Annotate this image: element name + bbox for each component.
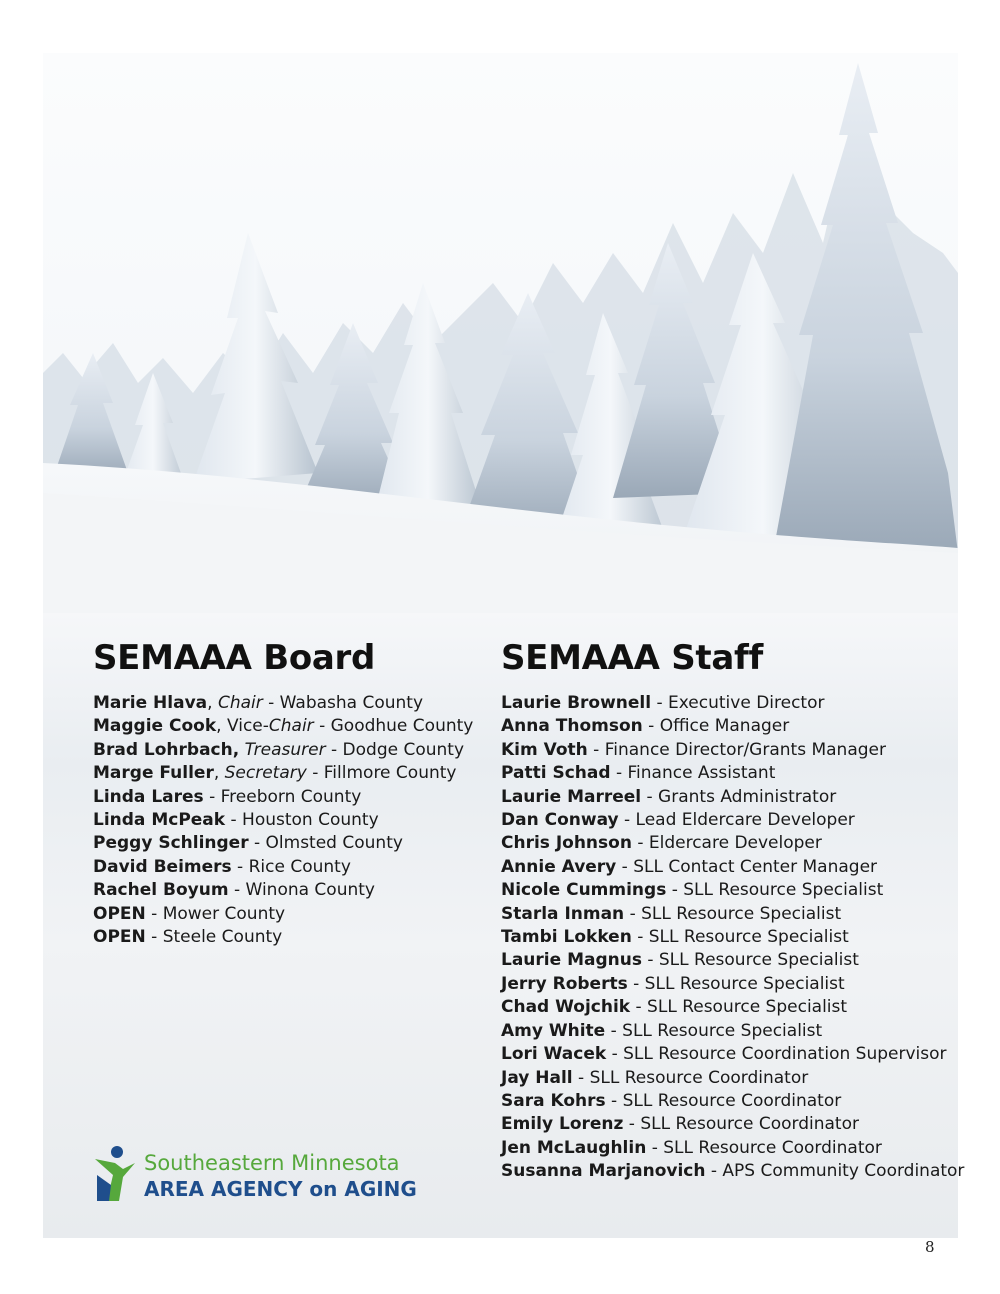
staff-member-item [501,1067,964,1090]
member-county: - Steele County [145,927,283,948]
member-name: Laurie Magnus [501,950,642,971]
member-role: Treasurer [244,739,326,760]
board-member-item [93,715,473,738]
member-name: Jen McLaughlin [501,1137,647,1158]
staff-title: SEMAAA Staff [501,638,763,678]
member-county: - Dodge County [325,739,465,760]
board-member-item [93,739,473,762]
member-separator: , [207,693,218,713]
staff-member-item [501,1043,964,1066]
member-county: - Wabasha County [262,693,424,713]
member-county: - Rice County [231,856,351,877]
member-name: Dan Conway [501,810,619,831]
member-name: Tambi Lokken [501,927,632,948]
member-title: - SLL Resource Specialist [627,973,845,994]
member-county: - Houston County [225,810,379,831]
staff-member-item [501,856,964,879]
agency-logo [93,1145,453,1205]
member-name: Amy White [501,1020,606,1041]
board-member-item [93,762,473,785]
member-county: - Olmsted County [248,833,403,854]
member-name: OPEN [93,927,146,948]
member-county: - Fillmore County [306,763,457,784]
member-name: Anna Thomson [501,716,643,737]
member-title: - SLL Resource Coordinator [646,1137,882,1158]
staff-member-item [501,903,964,926]
staff-member-item [501,1090,964,1113]
member-name: Linda Lares [93,786,204,807]
member-name: Linda McPeak [93,810,226,831]
staff-member-list [501,692,964,1184]
member-separator: , Vice- [216,716,269,737]
member-name: Lori Wacek [501,1044,607,1065]
staff-member-item [501,692,964,715]
member-title: - Grants Administrator [641,786,837,807]
member-name: Rachel Boyum [93,880,229,901]
member-name: David Beimers [93,856,232,877]
member-name: OPEN [93,903,146,924]
member-name: Laurie Brownell [501,693,652,713]
board-member-item [93,786,473,809]
logo-line-2: AREA AGENCY on AGING [144,1177,417,1201]
member-name: Sara Kohrs [501,1090,606,1111]
staff-member-item [501,973,964,996]
member-title: - SLL Resource Specialist [624,903,842,924]
member-title: - SLL Resource Specialist [641,950,859,971]
member-name: Annie Avery [501,856,617,877]
member-name: Emily Lorenz [501,1114,624,1135]
snowy-trees-image [43,53,958,613]
member-title: - Executive Director [651,693,825,713]
member-title: - SLL Resource Specialist [630,997,848,1018]
member-name: Kim Voth [501,739,588,760]
person-figure-icon [93,1145,137,1203]
staff-member-item [501,739,964,762]
member-county: - Mower County [145,903,286,924]
member-name: Marge Fuller [93,763,214,784]
board-member-item [93,856,473,879]
member-title: - SLL Resource Coordinator [623,1114,859,1135]
member-title: - SLL Resource Specialist [666,880,884,901]
staff-member-item [501,786,964,809]
staff-member-item [501,1020,964,1043]
member-title: - SLL Resource Coordination Supervisor [606,1044,947,1065]
member-name: Nicole Cummings [501,880,667,901]
board-section [93,638,473,949]
member-title: - SLL Resource Specialist [631,927,849,948]
staff-section [501,638,964,1184]
member-name: Susanna Marjanovich [501,1161,706,1182]
board-member-item [93,692,473,715]
board-member-list [93,692,473,949]
member-name: Marie Hlava [93,693,208,713]
member-title: - SLL Resource Coordinator [605,1090,842,1111]
staff-member-item [501,762,964,785]
staff-member-item [501,832,964,855]
member-title: - APS Community Coordinator [705,1161,965,1182]
staff-member-item [501,879,964,902]
member-name: Starla Inman [501,903,625,924]
member-name: Chris Johnson [501,833,632,854]
member-title: - SLL Resource Coordinator [572,1067,809,1088]
member-county: - Freeborn County [203,786,362,807]
staff-member-item [501,809,964,832]
staff-member-item [501,1113,964,1136]
member-name: Brad Lohrbach, [93,739,240,760]
member-name: Patti Schad [501,763,611,784]
board-member-item [93,903,473,926]
member-role: Chair [268,716,314,737]
staff-member-item [501,996,964,1019]
member-title: - Office Manager [642,716,790,737]
board-title: SEMAAA Board [93,638,376,678]
member-county: - Winona County [228,880,375,901]
member-role: Chair [217,693,263,713]
member-name: Peggy Schlinger [93,833,249,854]
member-title: - Lead Eldercare Developer [618,810,855,831]
member-name: Jay Hall [501,1067,573,1088]
staff-member-item [501,1160,964,1183]
board-member-item [93,879,473,902]
member-county: - Goodhue County [313,716,474,737]
member-title: - Finance Assistant [610,763,776,784]
staff-member-item [501,715,964,738]
board-member-item [93,809,473,832]
page-number: 8 [925,1238,935,1256]
board-member-item [93,832,473,855]
logo-line-1: Southeastern Minnesota [144,1151,400,1175]
member-name: Laurie Marreel [501,786,642,807]
member-title: - Eldercare Developer [631,833,822,854]
staff-member-item [501,949,964,972]
member-name: Maggie Cook [93,716,217,737]
member-name: Jerry Roberts [501,973,628,994]
member-title: - Finance Director/Grants Manager [587,739,886,760]
board-member-item [93,926,473,949]
member-role: Secretary [224,763,307,784]
member-name: Chad Wojchik [501,997,631,1018]
member-title: - SLL Resource Specialist [605,1020,823,1041]
staff-member-item [501,1137,964,1160]
staff-member-item [501,926,964,949]
member-separator: , [213,763,225,784]
member-title: - SLL Contact Center Manager [616,856,878,877]
